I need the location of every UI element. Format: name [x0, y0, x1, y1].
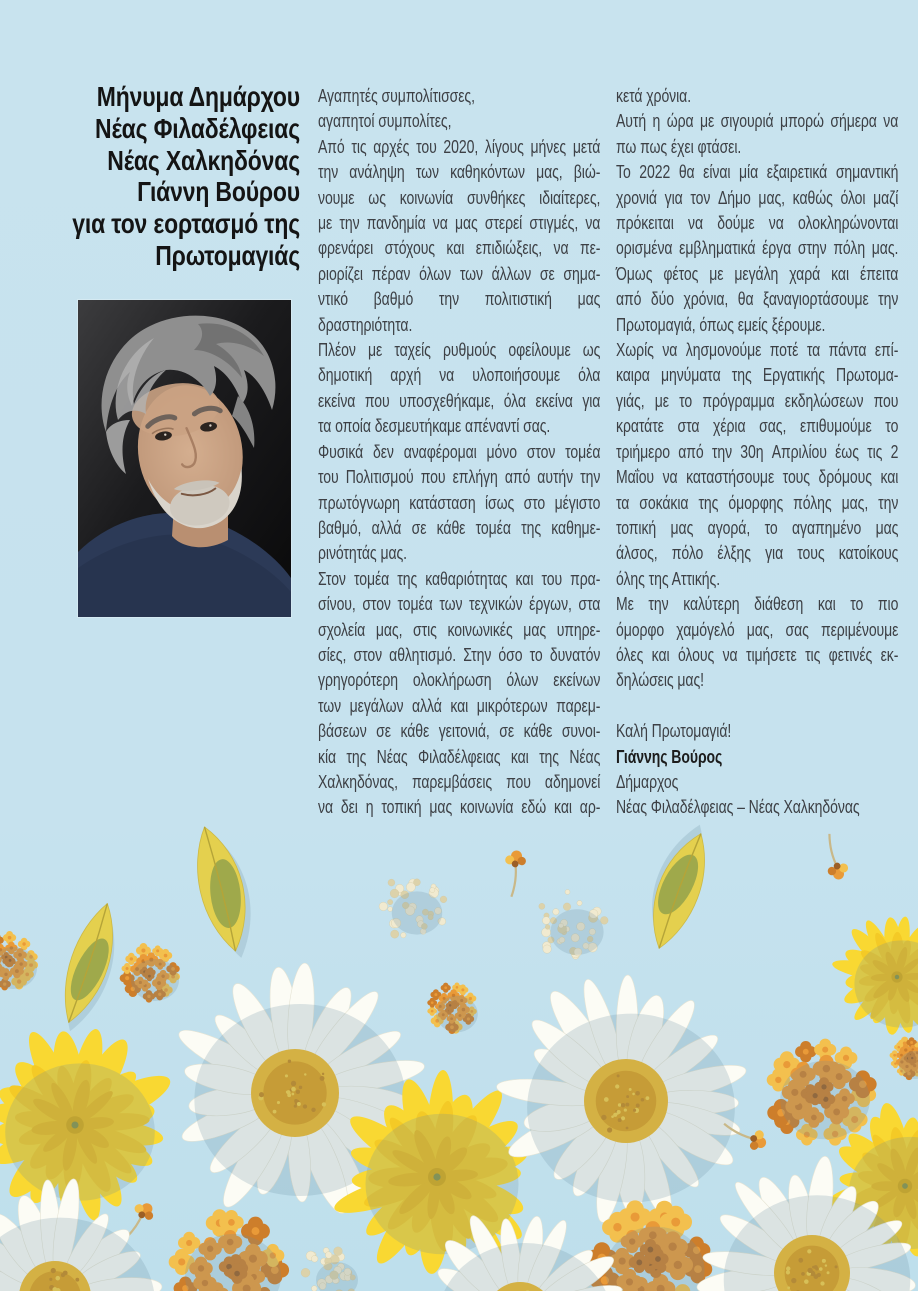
text-line: Αυτή η ώρα με σιγουριά μπορώ σήμερα να: [616, 111, 899, 132]
text-line: [616, 694, 898, 719]
text-line: Νέας Φιλαδέλφειας – Νέας Χαλκηδόνας: [616, 797, 860, 818]
text-line: όμορφο χαμόγελό μας, σας περιμένουμε: [616, 619, 899, 640]
title-line: Νέας Φιλαδέλφειας: [95, 112, 301, 144]
mayor-portrait-illustration: [78, 300, 291, 617]
text-line: Πλέον με ταχείς ρυθμούς οφείλουμε ως: [318, 340, 601, 361]
text-line: Χωρίς να λησμονούμε ποτέ τα πάντα επί-: [616, 340, 899, 361]
text-line: Μαΐου να καταστήσουμε τους δρόμους και: [616, 467, 899, 488]
text-line: όλης της Αττικής.: [616, 568, 721, 589]
text-line: φρενάρει στόχους και επιδιώξεις, να πε-: [318, 238, 601, 259]
text-line: αγαπητοί συμπολίτες,: [318, 111, 452, 132]
text-line: καιρα μηνύματα της Εργατικής Πρωτομα-: [616, 365, 899, 386]
text-line: την ανάληψη των καθηκόντων μας, βιώ-: [318, 162, 601, 183]
text-line: κία της Νέας Φιλαδέλφειας και της Νέας: [318, 746, 601, 767]
text-line: τοπική μας αγορά, το αγαπημένο μας: [616, 517, 899, 538]
text-line: ρινότητάς μας.: [318, 543, 408, 564]
leaf: [635, 817, 722, 955]
text-line: από δύο χρόνια, θα ξαναγιορτάσουμε την: [616, 289, 899, 310]
text-line: Αγαπητές συμπολίτισσες,: [318, 86, 475, 106]
text-line: του Πολιτισμού που επλήγη από αυτήν την: [318, 467, 601, 488]
text-line: δηλώσεις μας!: [616, 670, 704, 691]
text-line: Δήμαρχος: [616, 771, 679, 792]
title-line: Νέας Χαλκηδόνας: [107, 144, 300, 176]
text-line: πω πως έχει φτάσει.: [616, 136, 742, 157]
text-line: χρονιά για τον Δήμο μας, καθώς όλοι μαζί: [616, 187, 899, 208]
flower-sprig: [821, 832, 849, 881]
text-line: σίνου, στον τομέα των τεχνικών έργων, στα: [318, 594, 601, 615]
text-line: Φυσικά δεν αναφέρομαι μόνο στον τομέα: [318, 441, 601, 462]
title-line: Πρωτομαγιάς: [155, 239, 300, 271]
text-line: Χαλκηδόνας, παρεμβάσεις που αδημονεί: [318, 771, 601, 792]
text-line: κρατάτε στα χέρια σας, επιθυμούμε το: [616, 416, 899, 437]
text-line: βαθμό, αλλά σε κάθε τομέα της καθημε-: [318, 517, 601, 538]
body-column-1: [318, 84, 600, 821]
title-line: Γιάννη Βούρου: [137, 176, 300, 208]
text-line: βάσεων σε κάθε γειτονιά, σε κάθε συνοι-: [318, 721, 601, 742]
flower-sprig: [499, 849, 527, 898]
text-line: Πρωτομαγιά, όπως εμείς ξέρουμε.: [616, 314, 826, 335]
text-line: δραστηριότητα.: [318, 314, 413, 335]
body-column-2: [616, 84, 898, 821]
text-line: σίες, στον αθλητισμό. Στην όσο το δυνατόν: [318, 644, 601, 665]
text-line: τα σοκάκια της όμορφης πόλης μας, την: [616, 492, 899, 513]
title-line: Μήνυμα Δημάρχου: [96, 81, 300, 112]
text-line: άλσος, πόλο έλξης για τους κατοίκους: [616, 543, 899, 564]
text-line: Στον τομέα της καθαριότητας και του πρα-: [318, 568, 601, 589]
mayor-photo: [78, 300, 291, 617]
text-line: δημοτική αρχή να υλοποιήσουμε όλα: [318, 365, 601, 386]
text-line: Από τις αρχές του 2020, λίγους μήνες μετά: [318, 136, 601, 157]
text-line: με την πανδημία να μας στερεί στιγμές, να: [318, 213, 601, 234]
flowers-artwork: [0, 811, 918, 1291]
text-line: Όμως φέτος με μεγάλη χαρά και έπειτα: [616, 263, 899, 284]
page-title: [0, 81, 300, 272]
text-line: Το 2022 θα είναι μία εξαιρετικά σημαντική: [616, 162, 899, 183]
text-line: να δει η τοπική μας κοινωνία εδώ και αρ-: [318, 797, 601, 818]
text-line: γιάς, με το πρόγραμμα εκδηλώσεων που: [616, 390, 899, 411]
text-line: Καλή Πρωτομαγιά!: [616, 721, 732, 742]
text-line: πρωτόγνωρη κατάσταση ίσως στο μέγιστο: [318, 492, 601, 513]
leaf: [50, 898, 131, 1037]
text-line: πρόκειται να δούμε να ολοκληρώνονται: [616, 213, 899, 234]
text-line: γρηγορότερη ολοκλήρωση όλων εκείνων: [318, 670, 601, 691]
text-line: νουμε ως κοινωνία συνθήκες ιδιαίτερες,: [318, 187, 601, 208]
text-line: τα οποία δεσμευτήκαμε απέναντί σας.: [318, 416, 551, 437]
text-line: όλες και όλους να τιμήσετε τις φετινές εκ-: [616, 644, 899, 665]
text-line: ντικό βαθμό την πολιτιστική μας: [318, 289, 601, 310]
text-line: Γιάννης Βούρος: [616, 746, 723, 767]
text-line: κετά χρόνια.: [616, 86, 692, 106]
text-line: Με την καλύτερη διάθεση και το πιο: [616, 594, 899, 615]
title-line: για τον εορτασμό της: [72, 208, 300, 240]
text-line: ορισμένα εμβληματικά έργα στην πόλη μας.: [616, 238, 899, 259]
text-line: τριήμερο από την 30η Απριλίου έως τις 2: [616, 441, 899, 462]
text-line: ριορίζει πέραν όλων των άλλων σε σημα-: [318, 263, 601, 284]
leaf: [185, 820, 263, 963]
text-line: των μεγάλων αλλά και μικρότερων παρεμ-: [318, 695, 601, 716]
text-line: εκείνα που υποσχεθήκαμε, όλα εκείνα για: [318, 390, 601, 411]
text-line: σχολεία μας, στις κοινωνικές μας υπηρε-: [318, 619, 601, 640]
